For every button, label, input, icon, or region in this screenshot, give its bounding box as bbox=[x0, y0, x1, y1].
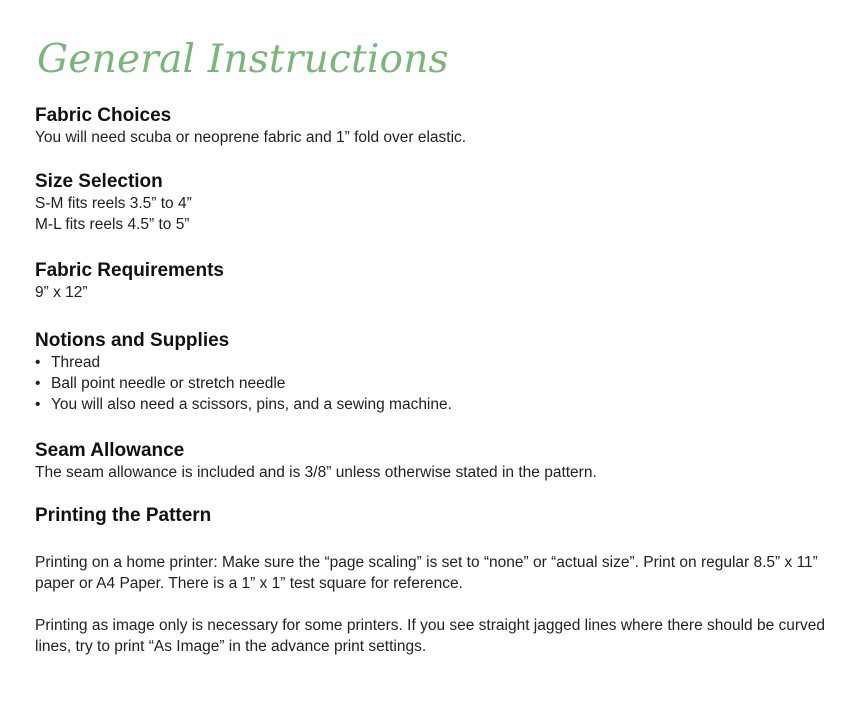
section-text: M-L fits reels 4.5” to 5” bbox=[35, 216, 190, 233]
printing-paragraph-home-printer: Printing on a home printer: Make sure the “page scaling” is set to “none” or “actual size”. Print on regular 8.5” x 11” paper or A4 Paper. There is a 1” x 1” test square for reference. bbox=[35, 554, 818, 592]
section-heading: Size Selection bbox=[35, 171, 163, 192]
section-heading: Fabric Choices bbox=[35, 105, 172, 126]
section-notions-supplies bbox=[35, 330, 835, 415]
bullet-icon: • bbox=[35, 354, 41, 371]
page-title: General Instructions bbox=[37, 37, 449, 82]
list-item-text: Thread bbox=[51, 354, 101, 371]
section-heading: Notions and Supplies bbox=[35, 330, 230, 351]
section-seam-allowance bbox=[35, 440, 835, 483]
bullet-icon: • bbox=[35, 396, 41, 413]
list-item-text: You will also need a scissors, pins, and a sewing machine. bbox=[51, 396, 452, 413]
section-heading: Seam Allowance bbox=[35, 440, 185, 461]
section-fabric-requirements bbox=[35, 260, 835, 303]
section-text: S-M fits reels 3.5” to 4” bbox=[35, 195, 192, 212]
section-heading: Fabric Requirements bbox=[35, 260, 224, 281]
section-text: The seam allowance is included and is 3/8” unless otherwise stated in the pattern. bbox=[35, 464, 597, 481]
list-item bbox=[35, 352, 835, 373]
list-item bbox=[35, 394, 835, 415]
section-text: You will need scuba or neoprene fabric and 1” fold over elastic. bbox=[35, 129, 467, 146]
bullet-icon: • bbox=[35, 375, 41, 392]
list-item bbox=[35, 373, 835, 394]
section-heading: Printing the Pattern bbox=[35, 505, 212, 526]
list-item-text: Ball point needle or stretch needle bbox=[51, 375, 286, 392]
section-fabric-choices bbox=[35, 105, 835, 148]
section-size-selection bbox=[35, 171, 835, 235]
section-printing-pattern bbox=[35, 505, 835, 527]
section-text: 9” x 12” bbox=[35, 284, 88, 301]
printing-paragraph-as-image: Printing as image only is necessary for some printers. If you see straight jagged lines where there should be curved lines, try to print “As Image” in the advance print settings. bbox=[35, 617, 826, 655]
